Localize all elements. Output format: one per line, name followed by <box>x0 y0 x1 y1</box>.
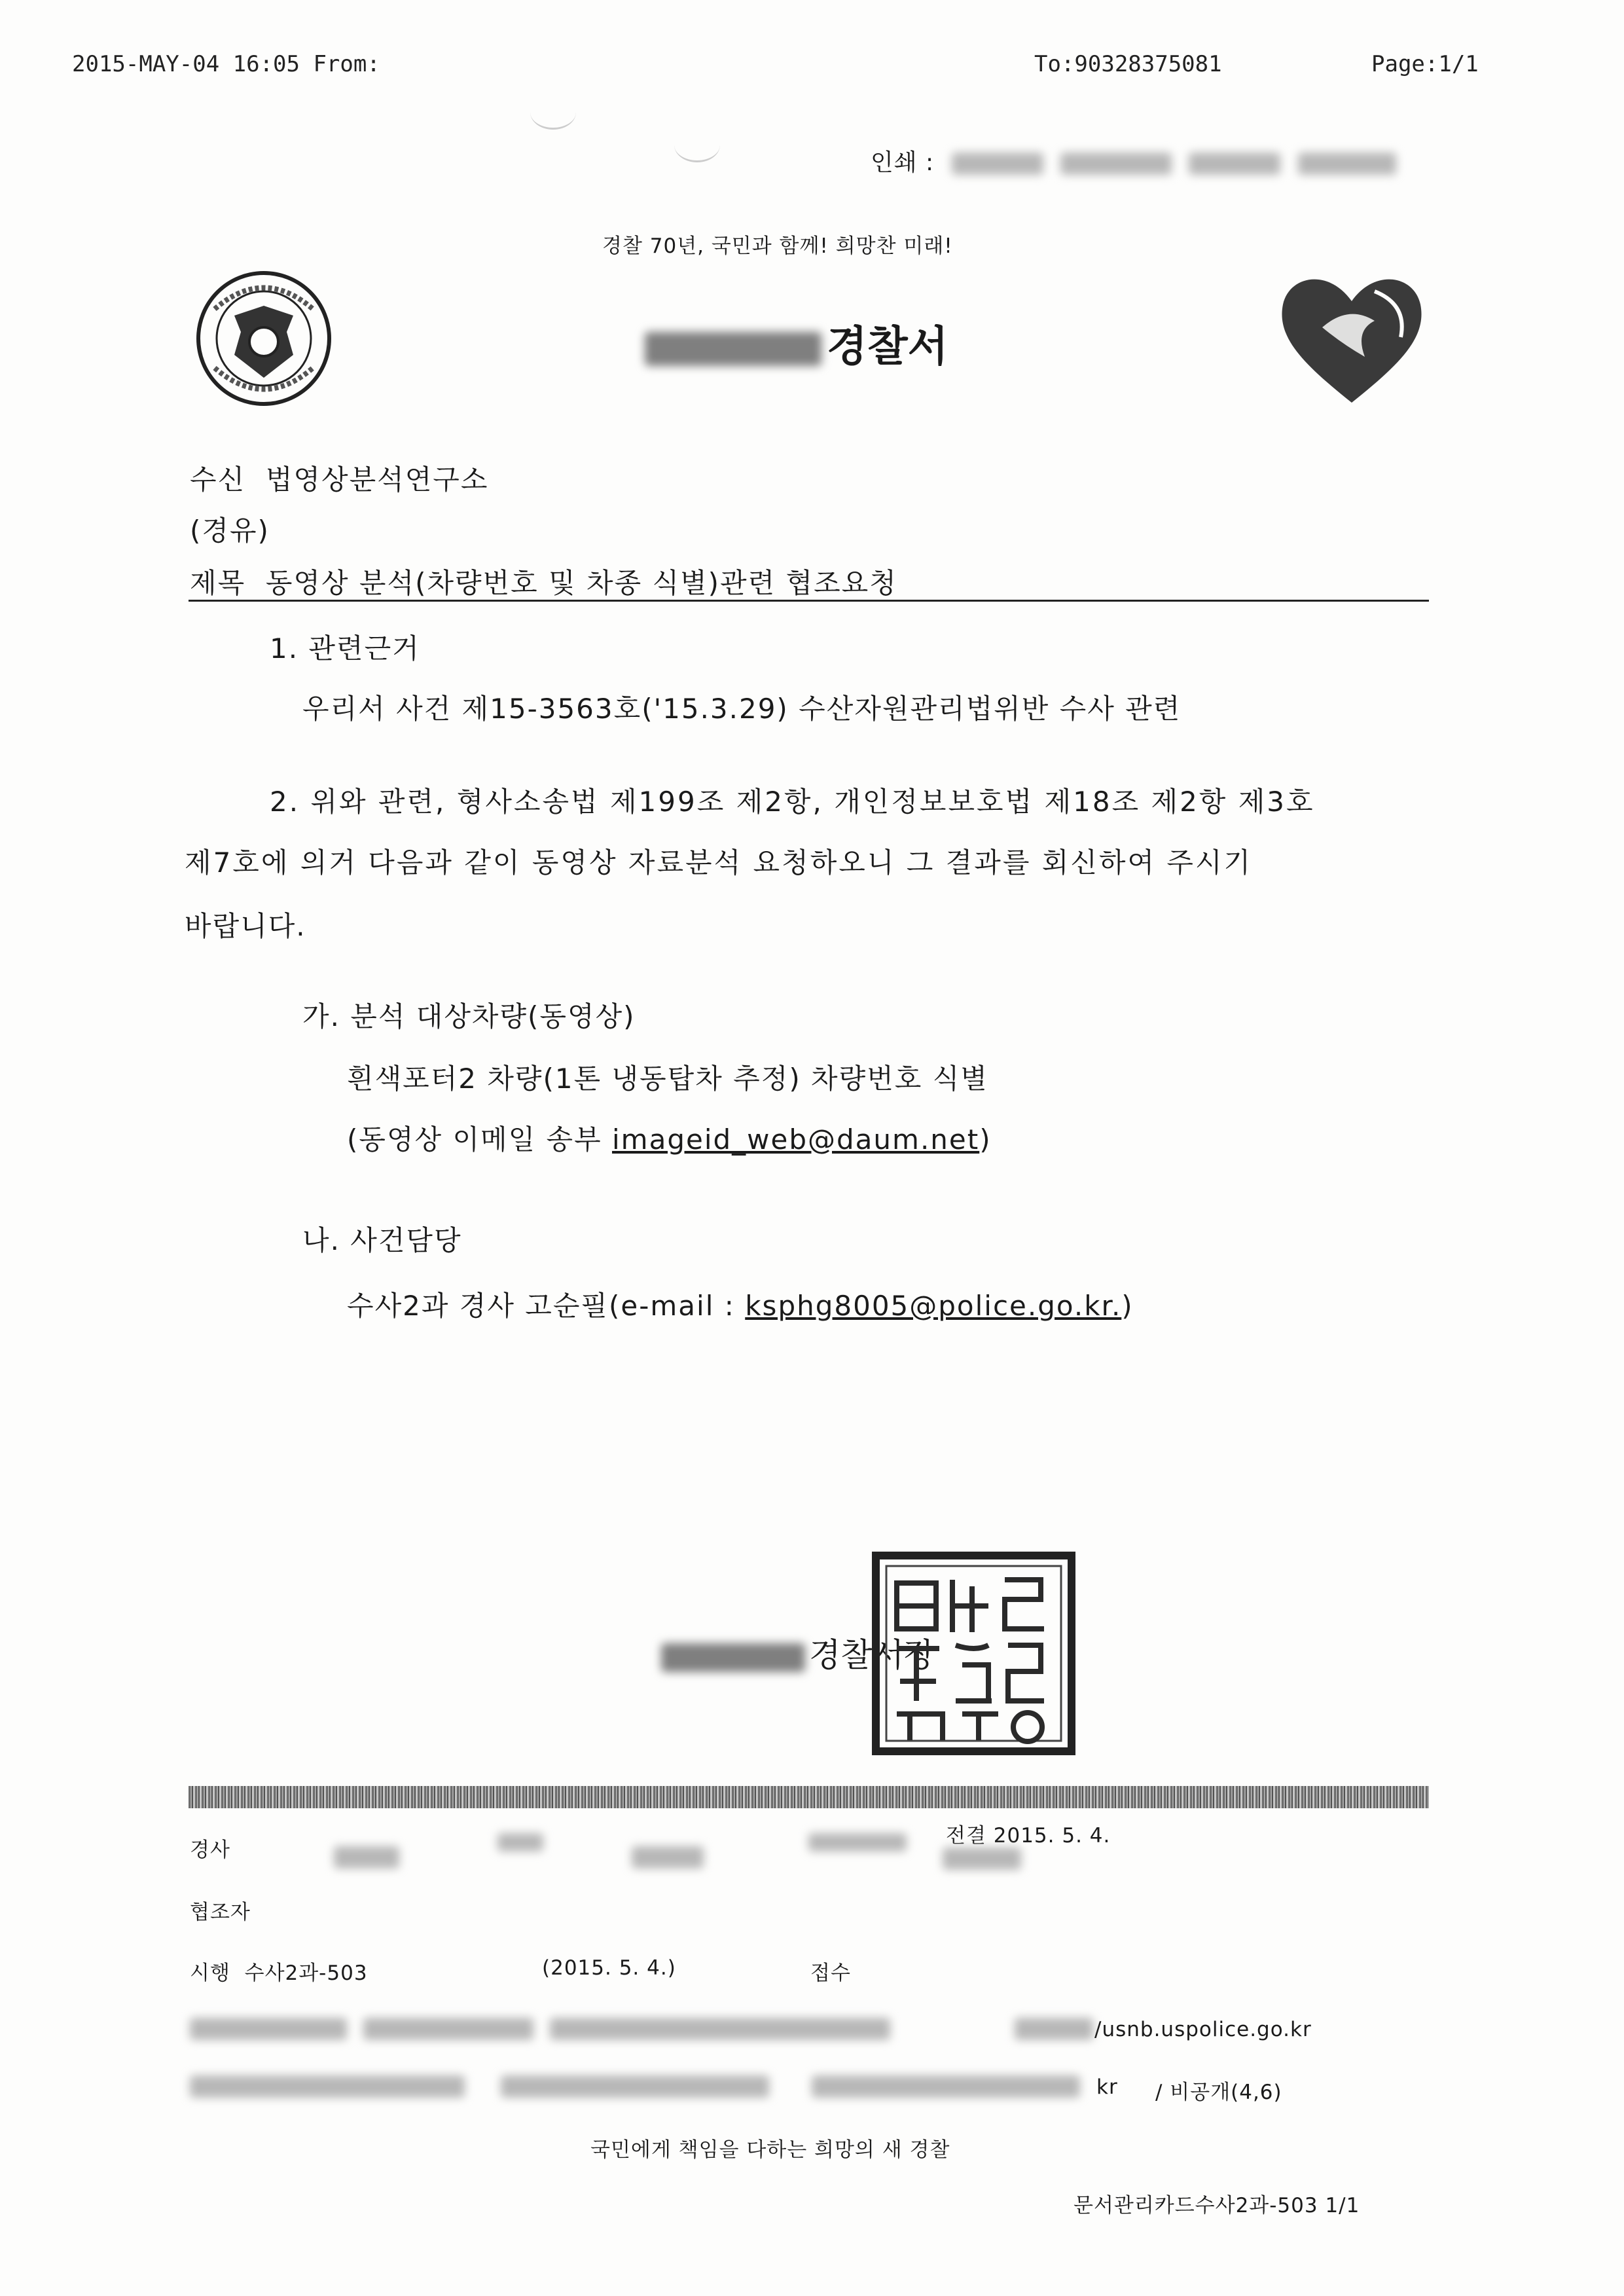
disclosure-status: / 비공개(4,6) <box>1155 2081 1282 2104</box>
footer-officer-label: 경사 <box>190 1838 230 1862</box>
redacted-label <box>808 1833 907 1851</box>
official-stamp-icon <box>871 1550 1077 1757</box>
redacted-name <box>632 1846 704 1868</box>
fax-page-number: Page:1/1 <box>1371 51 1479 77</box>
website-url[interactable]: /usnb.uspolice.go.kr <box>1094 2018 1312 2041</box>
punch-hole-mark <box>674 128 720 162</box>
receipt-label: 접수 <box>810 1961 851 1985</box>
section2-line3: 바랍니다. <box>185 910 306 942</box>
email-domain-suffix: kr <box>1096 2075 1118 2099</box>
enforce-line: 시행 수사2과-503 <box>190 1961 368 1985</box>
heart-emblem-icon <box>1276 265 1427 406</box>
item-ga-heading: 가. 분석 대상차량(동영상) <box>302 1000 636 1032</box>
fax-datetime: 2015-MAY-04 16:05 From: <box>72 51 380 77</box>
redacted-name <box>334 1846 399 1868</box>
analysis-email-link[interactable]: imageid_web@daum.net <box>612 1123 980 1156</box>
via-line: (경유) <box>190 515 270 547</box>
signature-line: 경찰서장 <box>661 1629 935 1676</box>
item-ga-line2: (동영상 이메일 송부 imageid_web@daum.net) <box>347 1123 992 1156</box>
redacted-url-prefix <box>1015 2018 1093 2040</box>
top-slogan: 경찰 70년, 국민과 함께! 희망찬 미래! <box>602 234 953 258</box>
approval-date: 전결 2015. 5. 4. <box>946 1824 1111 1848</box>
fax-to-number: To:90328375081 <box>1034 51 1222 77</box>
bottom-slogan: 국민에게 책임을 다하는 희망의 새 경찰 <box>590 2138 950 2162</box>
document-card-reference: 문서관리카드수사2과-503 1/1 <box>1074 2194 1360 2217</box>
org-title: 경찰서 <box>645 313 948 373</box>
redacted-address <box>190 2018 890 2040</box>
officer-email-link[interactable]: ksphg8005@police.go.kr. <box>745 1290 1122 1322</box>
print-label: 인쇄 : <box>871 144 1396 177</box>
section2-line1: 2. 위와 관련, 형사소송법 제199조 제2항, 개인정보보호법 제18조 제2항 제3호 <box>270 786 1315 818</box>
item-na-line: 수사2과 경사 고순필(e-mail : ksphg8005@police.go.kr.) <box>347 1290 1134 1322</box>
subject-line: 제목 동영상 분석(차량번호 및 차종 식별)관련 협조요청 <box>190 567 897 599</box>
redacted-contact <box>190 2075 1080 2098</box>
subject-divider <box>189 600 1429 602</box>
fax-noise-divider <box>189 1786 1429 1808</box>
enforce-date: (2015. 5. 4.) <box>542 1956 676 1980</box>
punch-hole-mark <box>530 95 576 130</box>
item-ga-line1: 흰색포터2 차량(1톤 냉동탑차 추정) 차량번호 식별 <box>347 1063 988 1095</box>
section1-text: 우리서 사건 제15-3563호('15.3.29) 수산자원관리법위반 수사 관련 <box>302 693 1182 725</box>
section2-line2: 제7호에 의거 다음과 같이 동영상 자료분석 요청하오니 그 결과를 회신하여 주시기 <box>185 847 1253 879</box>
police-emblem-icon <box>195 270 333 407</box>
redacted-label <box>497 1833 543 1851</box>
footer-cooperator-label: 협조자 <box>190 1901 251 1924</box>
redacted-name <box>943 1848 1021 1870</box>
recipient-line: 수신 법영상분석연구소 <box>190 464 489 496</box>
section1-heading: 1. 관련근거 <box>270 632 420 665</box>
item-na-heading: 나. 사건담당 <box>302 1224 462 1256</box>
